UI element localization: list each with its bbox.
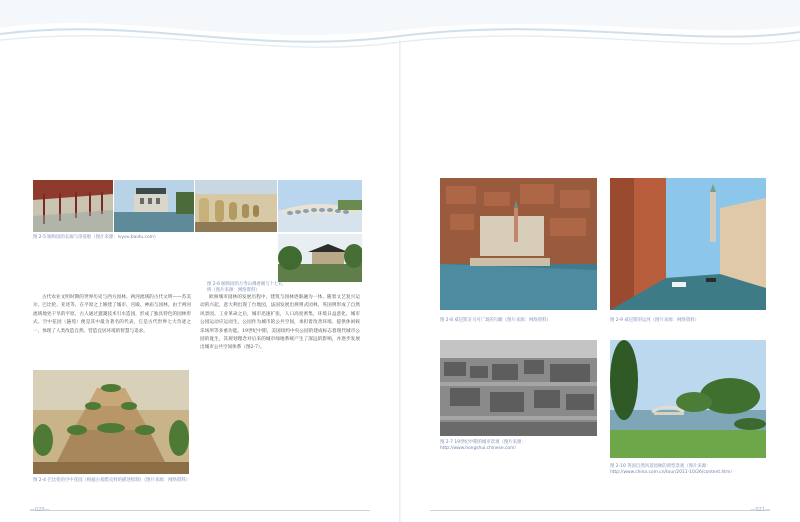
figure-2-10-caption: 图 2-10 英国自然风景园林的典型景观（图片来源：http://www.china.com.cn/tour/2011-10/26/content.htm） [610,464,735,476]
figure-2-6-caption: 图 2-6 颐和园的万寿山佛香阁与十七孔桥（图片来源：网络资料） [207,282,283,294]
left-page-column-2-text [200,294,360,464]
paragraph: 古代农业文明时期的世界历史与西方园林。两河流域的古代文明——苏美尔、巴比伦、亚述等，在平原之上修建了城市、宫殿、神庙与园林。由于两河流域地处干旱的平原，古人通过灌溉技术引水造园，形成了独具特色的园林形式。空中花园（悬苑）便是其中最为著名的代表，它是古代世界七大奇迹之一，体现了人类改造自然、营造宜居环境的智慧与追求。 [33,295,191,334]
figure-2-9-caption: 图 2-9 威尼斯的运河（图片来源：网络资料） [610,318,699,323]
photo-pavilion-garden [278,234,362,282]
figure-2-5-caption: 图 2-5 颐和园的长廊与清晏舫（图片来源：lvyou.baidu.com） [33,235,159,240]
photo-english-landscape-garden [610,340,766,458]
figure-2-8-caption: 图 2-8 威尼斯圣马可广场的鸟瞰（图片来源：网络资料） [440,318,551,323]
photo-stone-lions-bridge [195,180,277,232]
paragraph: 欧洲城市园林的发展历程中，建筑与园林逐渐融为一体。随着文艺复兴运动的兴起，意大利出现了台地园，法国发展出规则式园林，英国则形成了自然风景园。工业革命之后，城市迅速扩张，人口高度密集，环境日益恶化，城市公园运动应运而生。公园作为城市的公共空间，承担着改善环境、提供休闲娱乐场所等多重功能。19世纪中期，美国纽约中央公园的建成标志着现代城市公园的诞生，其规划理念对后来的城市绿地系统产生了深远的影响，并逐步发展出城市公共空间体系（图2-7）。 [200,295,360,351]
photo-historic-city-bw [440,340,597,436]
photo-marble-boat [114,180,194,232]
photo-seventeen-arch-bridge [278,180,362,232]
photo-hanging-gardens-illustration [33,370,189,474]
left-page-number: —020— [30,507,50,513]
photo-venice-aerial [440,178,597,310]
right-page-number: —021— [750,507,770,513]
left-footer-rule [30,510,370,511]
photo-long-corridor [33,180,113,232]
left-page-column-1-text [33,294,191,358]
book-gutter [399,40,401,522]
right-footer-rule [430,510,770,511]
photo-venice-canal [610,178,766,310]
figure-2-4-caption: 图 2-4 巴比伦的空中花园（根据古希腊史料的描述绘制）（图片来源：网络资料） [33,478,191,483]
figure-2-7-caption: 图 2-7 19世纪中期的城市景观（图片来源：http://www.hongshui.chinese.com） [440,440,526,452]
